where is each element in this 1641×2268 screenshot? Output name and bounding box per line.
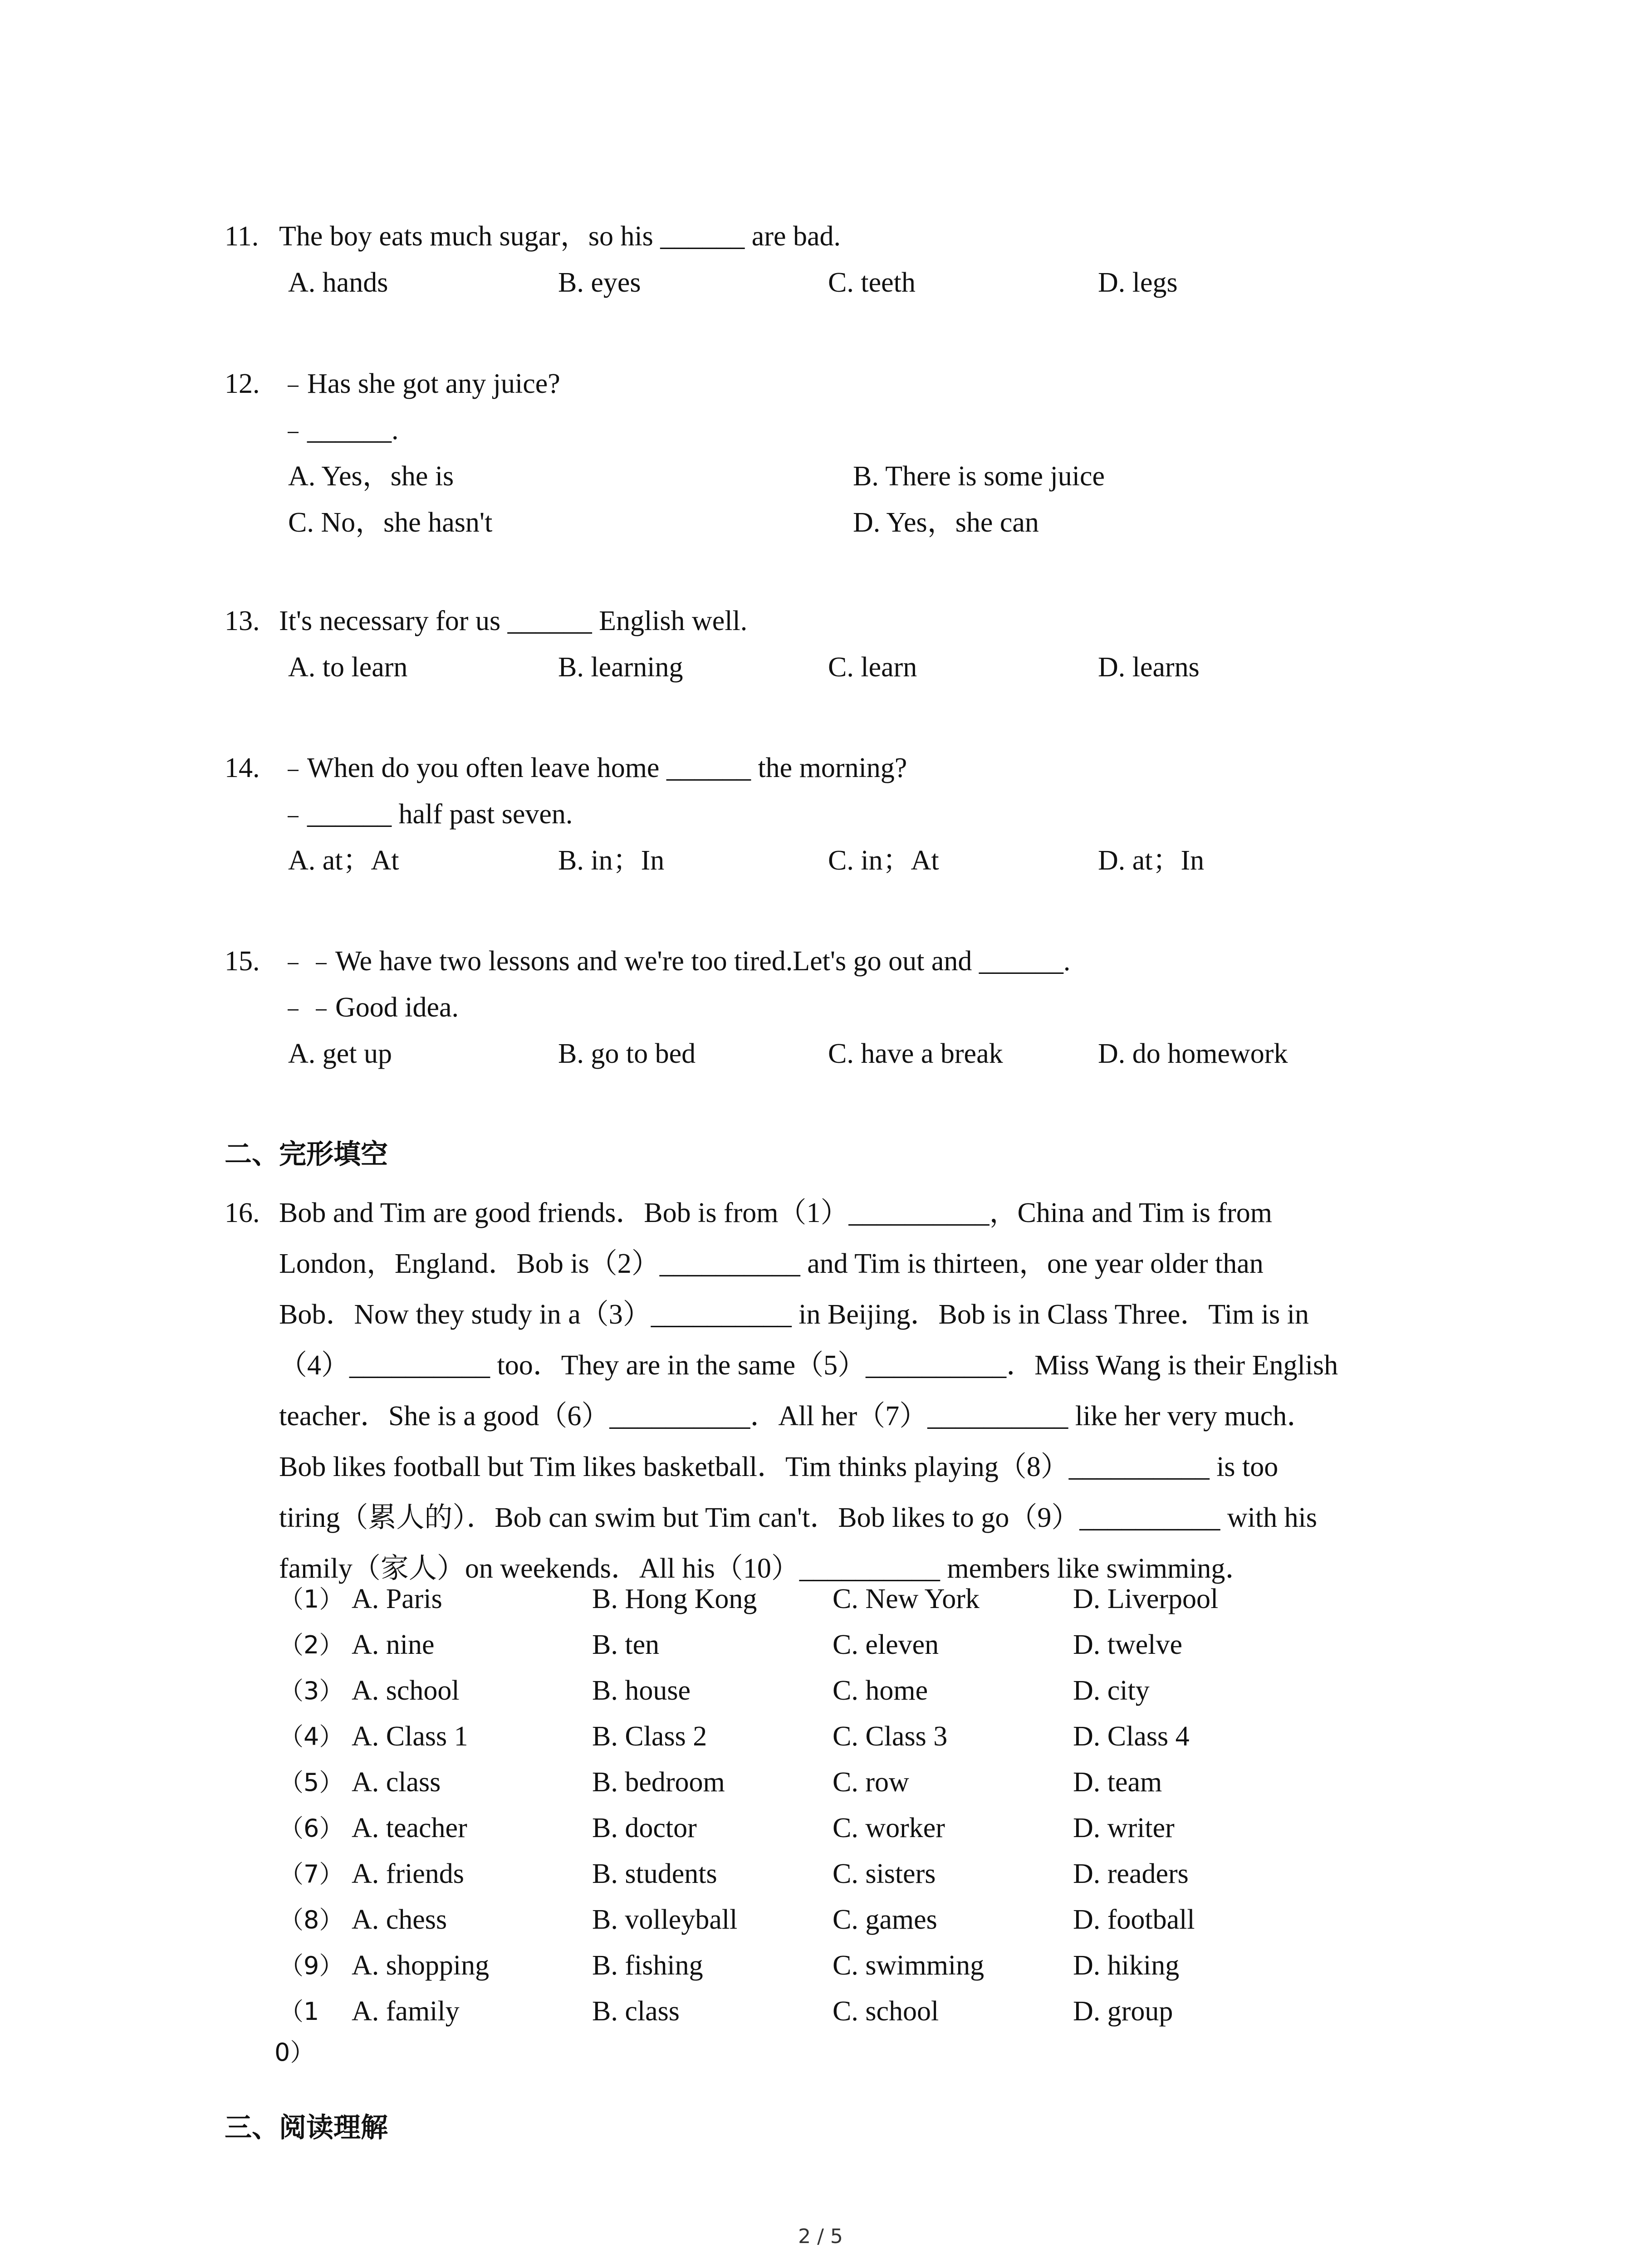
- option-d[interactable]: D. writer: [1073, 1813, 1175, 1843]
- passage-line: [225, 1188, 1477, 1238]
- option-a[interactable]: A. class: [352, 1767, 441, 1798]
- option-d[interactable]: D. team: [1073, 1767, 1162, 1798]
- option-c[interactable]: C. New York: [833, 1584, 980, 1614]
- option-c[interactable]: C. in；At: [828, 845, 939, 876]
- option-c[interactable]: C. No，she hasn't: [288, 507, 493, 538]
- cloze-option-row: [279, 1668, 1504, 1714]
- option-b[interactable]: B. students: [592, 1858, 717, 1889]
- option-b[interactable]: B. house: [592, 1675, 691, 1706]
- option-c[interactable]: C. school: [833, 1996, 939, 2027]
- option-b[interactable]: B. There is some juice: [853, 461, 1105, 492]
- option-b[interactable]: B. doctor: [592, 1813, 697, 1843]
- option-a[interactable]: A. to learn: [288, 652, 408, 683]
- passage-line: London，England．Bob is（2）__________ and Tim is thirteen，one year older than: [279, 1248, 1264, 1279]
- question-number: 16.: [225, 1198, 260, 1228]
- question-number: 12.: [225, 368, 260, 399]
- blank-number: （3）: [279, 1677, 344, 1705]
- option-list: [225, 837, 1495, 884]
- blank-number: （6）: [279, 1814, 344, 1843]
- option-a[interactable]: A. chess: [352, 1904, 447, 1935]
- question-12: [225, 361, 1495, 546]
- option-b[interactable]: B. Class 2: [592, 1721, 707, 1752]
- option-c[interactable]: C. swimming: [833, 1950, 985, 1981]
- option-a[interactable]: A. school: [352, 1675, 460, 1706]
- option-c[interactable]: C. Class 3: [833, 1721, 948, 1752]
- option-d[interactable]: D. twelve: [1073, 1629, 1183, 1660]
- question-stem: It's necessary for us ______ English well.: [279, 606, 748, 636]
- option-c[interactable]: C. home: [833, 1675, 928, 1706]
- blank-number: （2）: [279, 1631, 344, 1659]
- blank-number: （8）: [279, 1906, 344, 1934]
- passage-line: teacher．She is a good（6）__________．All her（7）__________ like her very much．: [279, 1401, 1315, 1432]
- passage-line: Bob．Now they study in a（3）__________ in Beijing．Bob is in Class Three．Tim is in: [279, 1299, 1309, 1330]
- question-stem: ﹣When do you often leave home ______ the morning?: [279, 753, 907, 783]
- question-stem: ﹣Has she got any juice?: [279, 368, 560, 399]
- question-15: [225, 938, 1495, 1077]
- option-a[interactable]: A. Class 1: [352, 1721, 468, 1752]
- passage-line: （4）__________ too．They are in the same（5）__________．Miss Wang is their English: [279, 1350, 1338, 1381]
- option-d[interactable]: D. Yes，she can: [853, 507, 1039, 538]
- question-number: 15.: [225, 946, 260, 977]
- option-b[interactable]: B. eyes: [558, 267, 641, 298]
- option-b[interactable]: B. Hong Kong: [592, 1584, 757, 1614]
- option-d[interactable]: D. hiking: [1073, 1950, 1180, 1981]
- cloze-option-row: [279, 1576, 1504, 1622]
- option-a[interactable]: A. friends: [352, 1858, 464, 1889]
- question-number: 11.: [225, 221, 259, 252]
- option-c[interactable]: C. row: [833, 1767, 909, 1798]
- question-13: [225, 598, 1495, 690]
- option-b[interactable]: B. volleyball: [592, 1904, 738, 1935]
- option-a[interactable]: A. teacher: [352, 1813, 467, 1843]
- passage-line: tiring（累人的）．Bob can swim but Tim can't．Bob likes to go（9）__________ with his: [279, 1502, 1318, 1533]
- question-number: 14.: [225, 753, 260, 783]
- option-d[interactable]: D. at；In: [1098, 845, 1205, 876]
- question-number: 13.: [225, 606, 260, 636]
- option-c[interactable]: C. learn: [828, 652, 917, 683]
- option-d[interactable]: D. learns: [1098, 652, 1200, 683]
- option-a[interactable]: A. Yes，she is: [288, 461, 454, 492]
- cloze-option-row: [279, 1714, 1504, 1760]
- option-list: [225, 453, 1495, 499]
- blank-number: （7）: [279, 1860, 344, 1888]
- option-c[interactable]: C. worker: [833, 1813, 945, 1843]
- option-d[interactable]: D. Liverpool: [1073, 1584, 1219, 1614]
- option-c[interactable]: C. have a break: [828, 1038, 1003, 1069]
- cloze-option-row: [279, 1943, 1504, 1989]
- blank-number: （5）: [279, 1768, 344, 1797]
- passage-line: family（家人）on weekends．All his（10）__________ members like swimming．: [279, 1553, 1254, 1584]
- option-c[interactable]: C. sisters: [833, 1858, 936, 1889]
- blank-number: （1: [279, 1997, 319, 2026]
- question-reply: ﹣﹣Good idea.: [279, 992, 459, 1023]
- option-a[interactable]: A. hands: [288, 267, 388, 298]
- question-11: [225, 213, 1495, 306]
- option-b[interactable]: B. in；In: [558, 845, 665, 876]
- cloze-option-row: [279, 1897, 1504, 1943]
- question-stem: The boy eats much sugar，so his ______ are bad.: [279, 221, 841, 252]
- blank-number: （9）: [279, 1951, 344, 1980]
- question-stem: ﹣﹣We have two lessons and we're too tired.Let's go out and ______.: [279, 946, 1071, 977]
- option-list: [225, 1031, 1495, 1077]
- section-heading-reading: 三、阅读理解: [225, 2112, 388, 2144]
- option-c[interactable]: C. teeth: [828, 267, 916, 298]
- passage-line-text: Bob and Tim are good friends．Bob is from（1）__________，China and Tim is from: [279, 1198, 1272, 1228]
- option-b[interactable]: B. go to bed: [558, 1038, 696, 1069]
- option-d[interactable]: D. group: [1073, 1996, 1173, 2027]
- option-a[interactable]: A. nine: [352, 1629, 435, 1660]
- blank-number: （4）: [279, 1722, 344, 1751]
- page-number: 2 / 5: [798, 2225, 843, 2248]
- blank-number-tail: 0）: [274, 2038, 315, 2067]
- option-d[interactable]: D. legs: [1098, 267, 1178, 298]
- option-b[interactable]: B. learning: [558, 652, 683, 683]
- section-heading-cloze: 二、完形填空: [225, 1139, 388, 1170]
- option-a[interactable]: A. family: [352, 1996, 460, 2027]
- option-d[interactable]: D. city: [1073, 1675, 1150, 1706]
- cloze-option-row: [279, 1805, 1504, 1851]
- option-c[interactable]: C. games: [833, 1904, 937, 1935]
- option-list: [225, 644, 1495, 690]
- option-a[interactable]: A. shopping: [352, 1950, 490, 1981]
- option-d[interactable]: D. football: [1073, 1904, 1195, 1935]
- cloze-options: [274, 1576, 1504, 2071]
- option-b[interactable]: B. bedroom: [592, 1767, 725, 1798]
- option-b[interactable]: B. ten: [592, 1629, 660, 1660]
- option-a[interactable]: A. Paris: [352, 1584, 442, 1614]
- blank-number: （1）: [279, 1585, 344, 1613]
- option-d[interactable]: D. Class 4: [1073, 1721, 1190, 1752]
- cloze-option-row: [279, 1760, 1504, 1805]
- question-reply: ﹣______ half past seven.: [279, 799, 573, 830]
- question-reply: ﹣______.: [279, 415, 399, 445]
- option-b[interactable]: B. class: [592, 1996, 680, 2027]
- option-list: [225, 259, 1495, 306]
- passage-line: Bob likes football but Tim likes basketball．Tim thinks playing（8）__________ is too: [279, 1452, 1279, 1482]
- cloze-option-row: [279, 1622, 1504, 1668]
- question-14: [225, 745, 1495, 884]
- option-b[interactable]: B. fishing: [592, 1950, 703, 1981]
- option-a[interactable]: A. get up: [288, 1038, 392, 1069]
- cloze-option-row: [279, 1989, 1504, 2034]
- cloze-passage: [225, 1188, 1477, 1594]
- option-d[interactable]: D. do homework: [1098, 1038, 1288, 1069]
- cloze-option-row: [279, 1851, 1504, 1897]
- option-d[interactable]: D. readers: [1073, 1858, 1189, 1889]
- option-list: [225, 499, 1495, 546]
- option-a[interactable]: A. at；At: [288, 845, 399, 876]
- option-c[interactable]: C. eleven: [833, 1629, 939, 1660]
